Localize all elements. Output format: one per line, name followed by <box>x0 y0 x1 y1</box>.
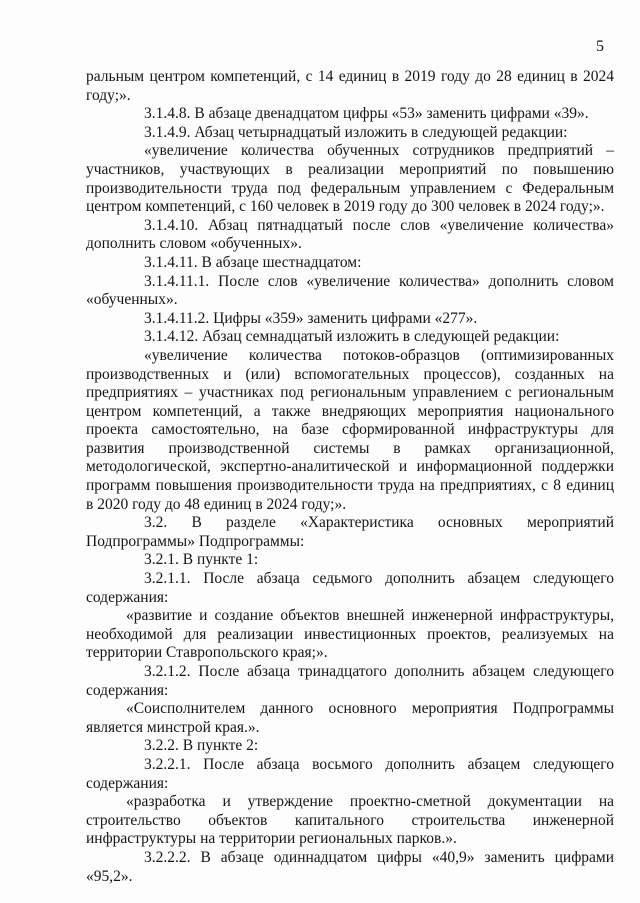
paragraph: «развитие и создание объектов внешней инженерной инфраструктуры, необходимой для реализации инвестиционных проектов, реализуемых на территории Ставропольского края;». <box>86 607 614 662</box>
paragraph: 3.1.4.12. Абзац семнадцатый изложить в следующей редакции: <box>144 328 560 346</box>
page-number: 5 <box>596 38 604 55</box>
paragraph: «увеличение количества обученных сотрудников предприятий – участников, участвующих в реализации мероприятий по повышению производительности труда под федеральным управлением с Федеральным центром компетенций, с 160 человек в 2019 году до 300 человек в 2024 году;». <box>86 142 614 216</box>
paragraph: «разработка и утверждение проектно-сметной документации на строительство объектов капитального строительства инженерной инфраструктуры на территории региональных парков.». <box>86 793 614 848</box>
paragraph: 3.1.4.11.2. Цифры «359» заменить цифрами «277». <box>144 309 478 327</box>
paragraph: 3.2.1.2. После абзаца тринадцатого дополнить абзацем следующего содержания: <box>86 663 614 699</box>
paragraph: 3.2.1.1. После абзаца седьмого дополнить абзацем следующего содержания: <box>86 570 614 606</box>
paragraph: 3.1.4.11. В абзаце шестнадцатом: <box>144 253 362 271</box>
paragraph: 3.1.4.9. Абзац четырнадцатый изложить в следующей редакции: <box>144 123 568 141</box>
paragraph: «Соисполнителем данного основного мероприятия Подпрограммы является минстрой края.». <box>86 700 614 736</box>
paragraph: 3.1.4.11.1. После слов «увеличение количества» дополнить словом «обученных». <box>86 272 614 309</box>
document-body <box>86 68 614 886</box>
paragraph: «увеличение количества потоков-образцов (оптимизированных производственных и (или) вспомогательных процессов), созданных на предприятиях – участниках под региональным управлением с региональным центром компетенций, а также внедряющих мероприятия национального проекта самостоятельно, на базе сформированной инфраструктуры для развития производственной системы в рамках организационной, методологической, экспертно-аналитической и информационной поддержки программ повышения производительности труда на предприятиях, с 8 единиц в 2020 году до 48 единиц в 2024 году;». <box>86 346 614 513</box>
paragraph: 3.2.1. В пункте 1: <box>144 551 259 569</box>
paragraph: ральным центром компетенций, с 14 единиц в 2019 году до 28 единиц в 2024 году;». <box>86 68 614 104</box>
paragraph: 3.2.2. В пункте 2: <box>144 737 259 755</box>
paragraph: 3.2.2.1. После абзаца восьмого дополнить абзацем следующего содержания: <box>86 755 614 792</box>
paragraph: 3.2. В разделе «Характеристика основных мероприятий Подпрограммы» Подпрограммы: <box>86 514 614 550</box>
paragraph: 3.1.4.10. Абзац пятнадцатый после слов «увеличение количества» дополнить словом «обученных». <box>86 216 614 253</box>
paragraph: 3.2.2.2. В абзаце одиннадцатом цифры «40,9» заменить цифрами «95,2». <box>86 848 614 885</box>
paragraph: 3.1.4.8. В абзаце двенадцатом цифры «53» заменить цифрами «39». <box>144 105 589 123</box>
